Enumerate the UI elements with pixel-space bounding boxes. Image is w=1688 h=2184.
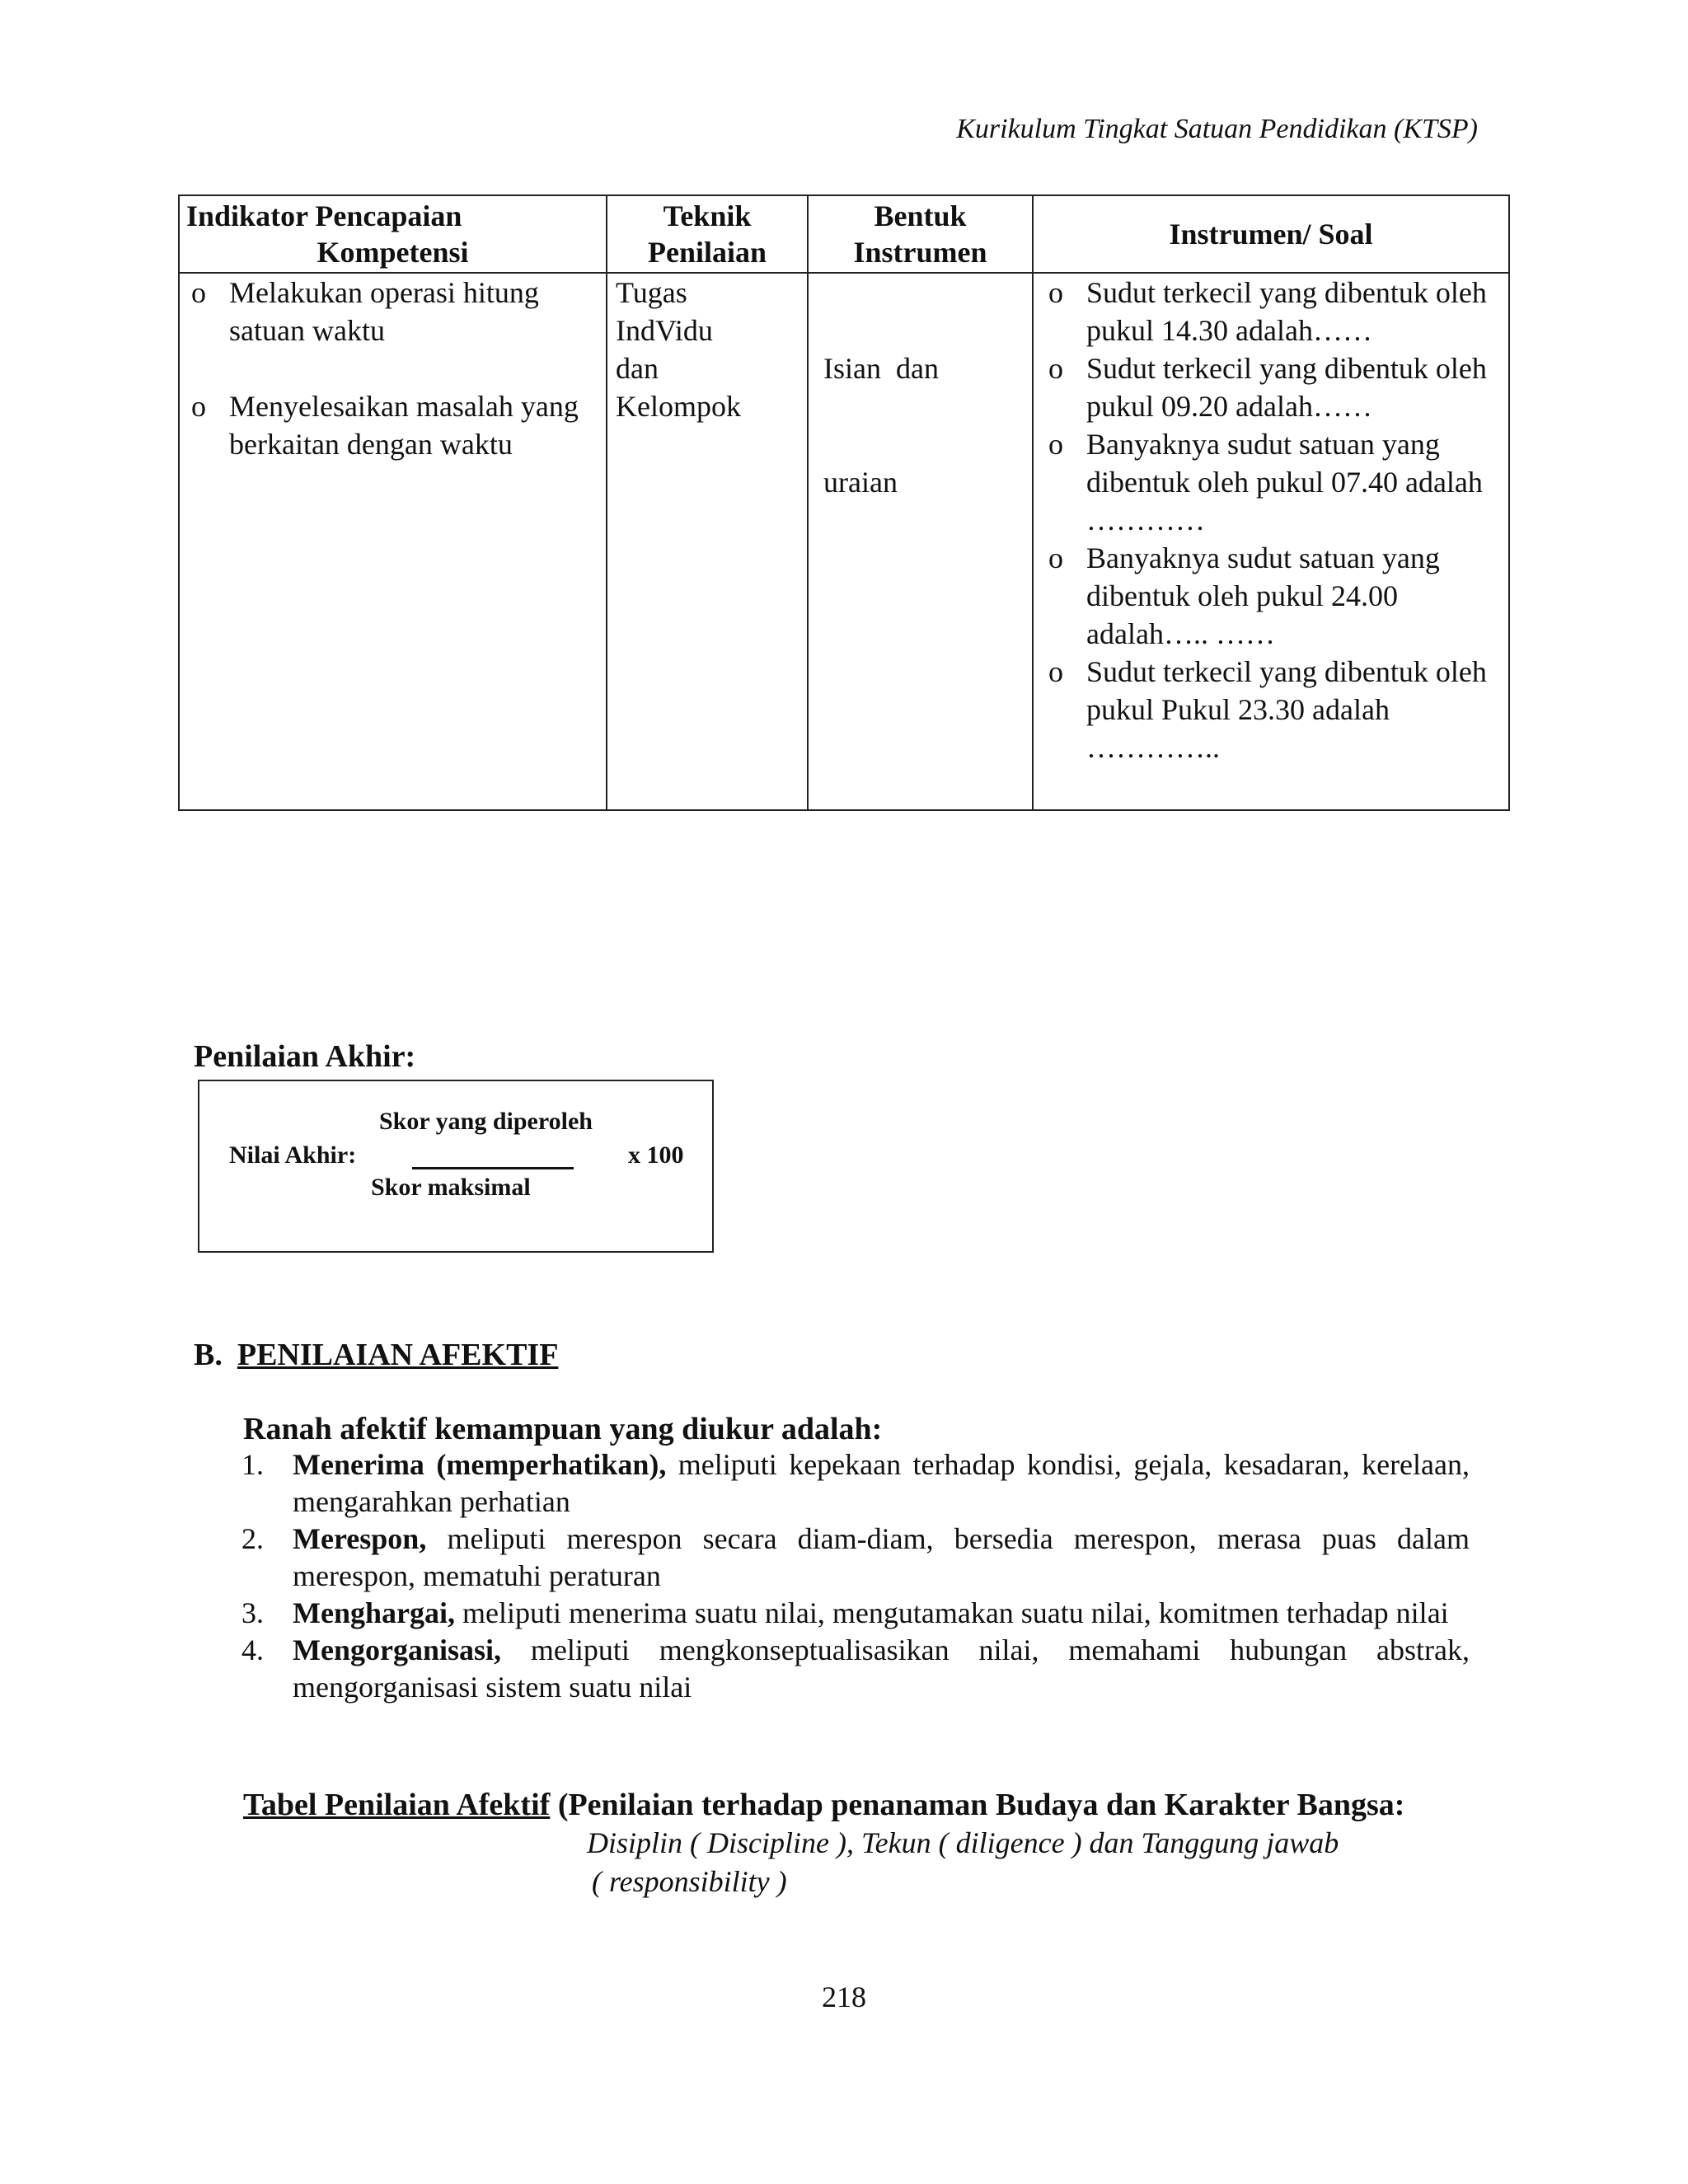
item-term: Menerima (memperhatikan),	[293, 1448, 667, 1481]
header-teknik-line2: Penilaian	[647, 236, 767, 269]
section-b-heading	[194, 1337, 558, 1373]
header-indikator-line2: Kompetensi	[316, 236, 469, 269]
list-item	[1048, 539, 1500, 653]
header-teknik	[607, 195, 808, 273]
afektif-list	[241, 1446, 1470, 1706]
list-item	[1048, 653, 1500, 766]
item-desc: meliputi merespon secara diam-diam, bersedia merespon, merasa puas dalam merespon, mematuhi peraturan	[293, 1522, 1470, 1592]
item-number: 1.	[241, 1448, 264, 1481]
bullet-icon: o	[191, 390, 206, 423]
bullet-icon: o	[1048, 541, 1063, 574]
header-bentuk	[808, 195, 1033, 273]
soal-text: Sudut terkecil yang dibentuk oleh pukul Pukul 23.30 adalah …………..	[1086, 655, 1487, 764]
header-indikator	[179, 195, 607, 273]
bentuk-line: uraian	[823, 466, 898, 499]
page-number: 218	[822, 1980, 866, 2013]
soal-text: Sudut terkecil yang dibentuk oleh pukul 14.30 adalah……	[1086, 276, 1487, 347]
teknik-line: Tugas	[616, 276, 687, 309]
indikator-text: Melakukan operasi hitung satuan waktu	[229, 276, 539, 347]
header-teknik-line1: Teknik	[663, 199, 752, 232]
bentuk-line: Isian dan	[823, 352, 939, 385]
list-item	[1048, 274, 1500, 349]
table-row	[179, 273, 1509, 810]
cell-bentuk	[808, 273, 1033, 810]
item-desc: meliputi menerima suatu nilai, mengutamakan suatu nilai, komitmen terhadap nilai	[454, 1596, 1449, 1629]
header-indikator-line1: Indikator Pencapaian	[186, 199, 462, 232]
list-item	[241, 1446, 1470, 1521]
item-number: 2.	[241, 1522, 264, 1555]
tabel-afektif-title	[243, 1787, 1404, 1823]
item-desc: meliputi kepekaan terhadap kondisi, gejala, kesadaran, kerelaan, mengarahkan perhatian	[293, 1448, 1470, 1518]
soal-text: Sudut terkecil yang dibentuk oleh pukul 09.20 adalah……	[1086, 352, 1487, 423]
bullet-icon: o	[1048, 352, 1063, 385]
soal-text: Banyaknya sudut satuan yang dibentuk oleh pukul 07.40 adalah …………	[1086, 428, 1483, 537]
formula-label: Nilai Akhir:	[229, 1141, 357, 1169]
afektif-intro: Ranah afektif kemampuan yang diukur adalah:	[243, 1412, 883, 1446]
cell-teknik	[607, 273, 808, 810]
formula-denominator: Skor maksimal	[371, 1174, 531, 1201]
list-item	[191, 274, 594, 349]
header-bentuk-line1: Bentuk	[874, 199, 967, 232]
assessment-table	[178, 194, 1510, 811]
teknik-line: dan	[616, 352, 659, 385]
item-desc: meliputi mengkonseptualisasikan nilai, memahami hubungan abstrak, mengorganisasi sistem suatu nilai	[293, 1633, 1470, 1704]
tabel-title-rest: (Penilaian terhadap penanaman Budaya dan Karakter Bangsa:	[550, 1788, 1405, 1822]
formula-multiplier: x 100	[628, 1141, 684, 1169]
tabel-title-underlined: Tabel Penilaian Afektif	[243, 1788, 551, 1822]
cell-indikator	[179, 273, 607, 810]
list-item	[1048, 349, 1500, 425]
running-header: Kurikulum Tingkat Satuan Pendidikan (KTSP)	[956, 114, 1478, 144]
item-term: Mengorganisasi,	[293, 1633, 502, 1666]
table-header-row	[179, 195, 1509, 273]
bullet-icon: o	[191, 276, 206, 309]
formula-numerator: Skor yang diperoleh	[379, 1108, 593, 1135]
teknik-line: Kelompok	[616, 390, 741, 423]
penilaian-akhir-title: Penilaian Akhir:	[194, 1039, 416, 1074]
bullet-icon: o	[1048, 655, 1063, 688]
fraction-line	[412, 1167, 574, 1169]
list-item	[241, 1595, 1470, 1632]
section-letter: B.	[194, 1338, 223, 1372]
list-item	[1048, 425, 1500, 539]
cell-soal	[1033, 273, 1509, 810]
list-item	[241, 1632, 1470, 1706]
tabel-afektif-subtitle-2: ( responsibility )	[592, 1865, 787, 1898]
item-number: 4.	[241, 1633, 264, 1666]
teknik-line: IndVidu	[616, 314, 713, 347]
bullet-icon: o	[1048, 428, 1063, 461]
item-term: Menghargai,	[293, 1596, 455, 1629]
section-title: PENILAIAN AFEKTIF	[237, 1338, 559, 1372]
header-bentuk-line2: Instrumen	[853, 236, 987, 269]
indikator-text: Menyelesaikan masalah yang berkaitan dengan waktu	[229, 390, 579, 461]
tabel-afektif-subtitle: Disiplin ( Discipline ), Tekun ( diligence ) dan Tanggung jawab	[587, 1826, 1339, 1859]
item-term: Merespon,	[293, 1522, 427, 1555]
formula-box	[198, 1080, 714, 1253]
list-item	[241, 1521, 1470, 1595]
soal-text: Banyaknya sudut satuan yang dibentuk oleh pukul 24.00 adalah….. ……	[1086, 541, 1440, 650]
list-item	[191, 387, 594, 463]
item-number: 3.	[241, 1596, 264, 1629]
header-instrumen-soal: Instrumen/ Soal	[1033, 195, 1509, 273]
bullet-icon: o	[1048, 276, 1063, 309]
